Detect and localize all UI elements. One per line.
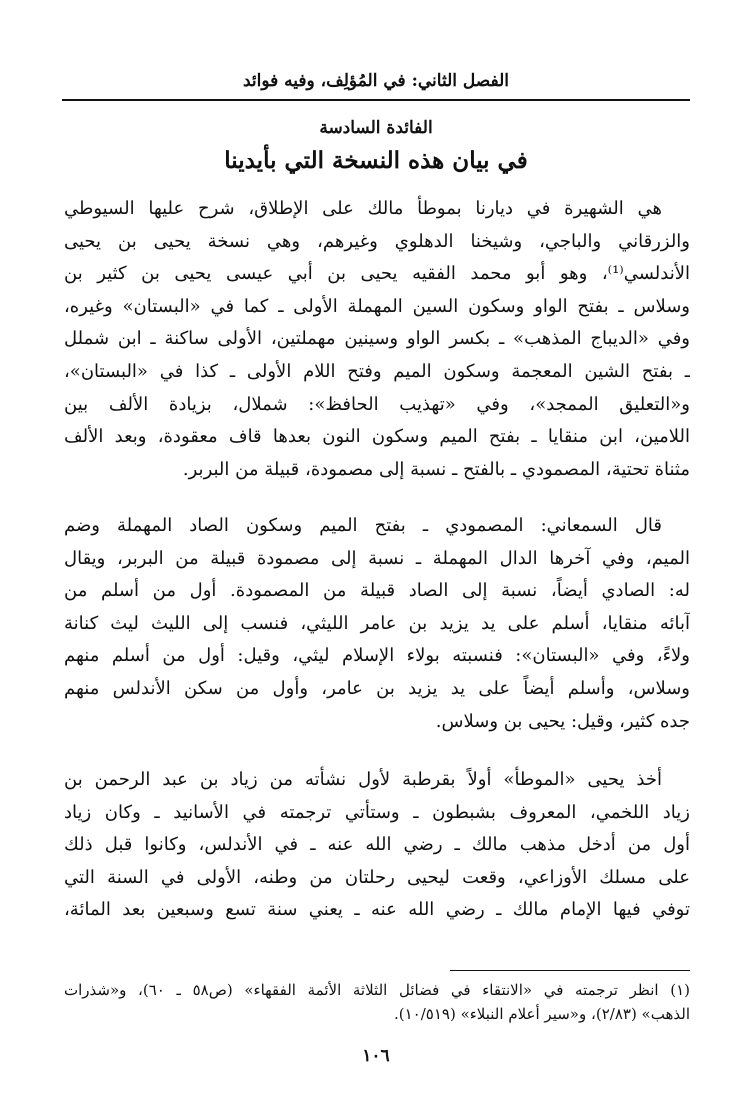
paragraph-line: وسلاس ـ بفتح الواو وسكون السين المهملة الأولى ـ كما في «البستان» وغيره، (64, 295, 690, 317)
paragraph-line: ولاءً، وفي «البستان»: فنسبته بولاء الإسلام ليثي، وقيل: أول من أسلم منهم (64, 645, 690, 667)
paragraph-line: وفي «الديباج المذهب» ـ بكسر الواو وسينين مهملتين، الأولى ساكنة ـ ابن شملل (64, 328, 690, 350)
paragraph-line: له: الصادي أيضاً، نسبة إلى الصاد قبيلة من المصمودة. أول من أسلم من (64, 580, 690, 602)
section-label: الفائدة السادسة (319, 118, 433, 138)
paragraph-line: أول من أدخل مذهب مالك ـ رضي الله عنه ـ في الأندلس، وكانوا قبل ذلك (64, 834, 690, 856)
paragraph-line: قال السمعاني: المصمودي ـ بفتح الميم وسكون الصاد المهملة وضم (64, 515, 662, 536)
footnote-line: الذهب» (٢/٨٣)، و«سير أعلام النبلاء» (١٠/٥١٩). (393, 1005, 690, 1023)
paragraph-line: توفي فيها الإمام مالك ـ رضي الله عنه ـ يعني سنة تسع وسبعين بعد المائة، (64, 899, 690, 921)
paragraph-line: ـ بفتح الشين المعجمة وسكون الميم وفتح اللام الأولى ـ كذا في «البستان»، (64, 360, 690, 382)
paragraph-line: أخذ يحيى «الموطأ» أولاً بقرطبة لأول نشأته من زياد بن عبد الرحمن بن (64, 769, 662, 790)
paragraph-line: والزرقاني والباجي، وشيخنا الدهلوي وغيرهم، وهي نسخة يحيى بن يحيى (64, 230, 690, 252)
paragraph-line: على مسلك الأوزاعي، وقعت ليحيى رحلتان من وطنه، الأولى في السنة التي (64, 866, 690, 888)
footnote (64, 978, 690, 1026)
paragraph-line: جده كثير، وقيل: يحيى بن وسلاس. (435, 710, 690, 732)
paragraph-line: آبائه منقايا، أسلم على يد يزيد بن عامر الليثي، فنسب إلى الليث ليث كنانة (64, 612, 690, 634)
paragraph-line: هي الشهيرة في ديارنا بموطأ مالك على الإطلاق، شرح عليها السيوطي (64, 198, 662, 219)
paragraph-2 (64, 510, 690, 738)
paragraph-line: مثناة تحتية، المصمودي ـ بالفتح ـ نسبة إلى مصمودة، قبيلة من البربر. (182, 458, 690, 480)
paragraph-3 (64, 764, 690, 927)
paragraph-line: الأندلسي⁽¹⁾، وهو أبو محمد الفقيه يحيى بن أبي عيسى يحيى بن كثير بن (64, 263, 690, 285)
footnote-divider (450, 970, 690, 971)
header-divider (62, 99, 690, 101)
paragraph-1 (64, 193, 690, 486)
paragraph-line: الميم، وفي آخرها الدال المهملة ـ نسبة إلى مصمودة قبيلة من البربر، ويقال (64, 547, 690, 569)
section-title: في بيان هذه النسخة التي بأيدينا (224, 147, 528, 174)
page-number: ١٠٦ (362, 1046, 390, 1066)
running-head: الفصل الثاني: في المُؤلِف، وفيه فوائد (242, 71, 510, 91)
paragraph-line: اللامين، ابن منقايا ـ بفتح الميم وسكون النون بعدها قاف معقودة، وبعد الألف (64, 426, 690, 448)
paragraph-line: زياد اللخمي، المعروف بشبطون ـ وستأتي ترجمته في الأسانيد ـ وكان زياد (64, 801, 690, 823)
paragraph-line: و«التعليق الممجد»، وفي «تهذيب الحافظ»: شملال، بزيادة الألف بين (64, 393, 690, 415)
paragraph-line: وسلاس، وأسلم أيضاً على يد يزيد بن عامر، وأول من سكن الأندلس منهم (64, 677, 690, 699)
footnote-line: (١) انظر ترجمته في «الانتقاء في فضائل الثلاثة الأئمة الفقهاء» (ص٥٨ ـ ٦٠)، و«شذرات (64, 981, 690, 999)
